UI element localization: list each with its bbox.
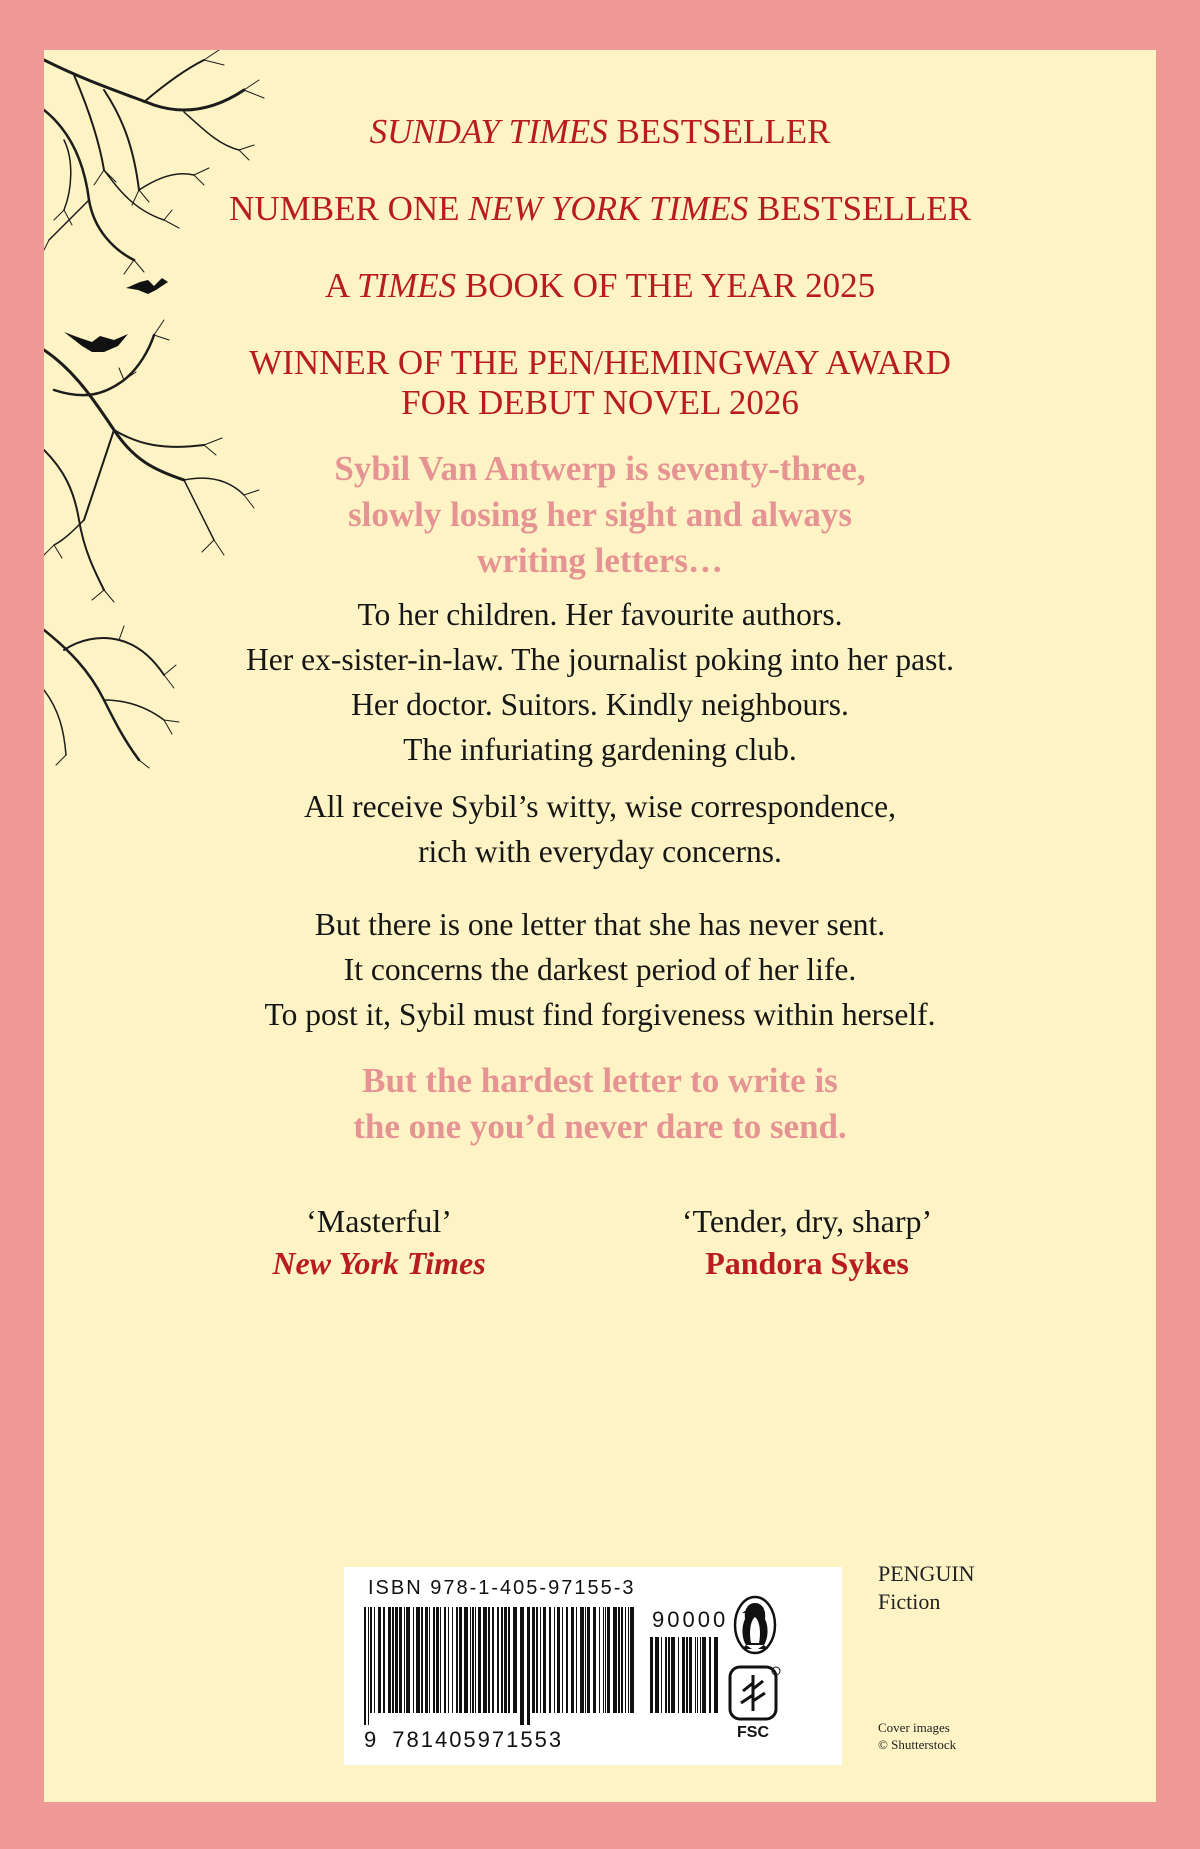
barcode-bar	[549, 1607, 551, 1713]
barcode-bar	[571, 1607, 574, 1713]
barcode-bar	[383, 1607, 385, 1713]
barcode-bar	[562, 1607, 563, 1713]
barcode-bar	[497, 1607, 499, 1713]
barcode-bar	[452, 1607, 453, 1713]
barcode-bar	[613, 1607, 617, 1713]
barcode-bar	[388, 1607, 391, 1713]
barcode-bar	[678, 1637, 679, 1713]
barcode-bar	[492, 1607, 494, 1713]
barcode-bar	[714, 1637, 718, 1713]
barcode-bar	[599, 1607, 600, 1713]
barcode-bar	[543, 1607, 546, 1713]
add-on-barcode-bars	[650, 1637, 720, 1743]
barcode-bar	[566, 1607, 568, 1713]
barcode-bar	[421, 1607, 423, 1713]
barcode-bar	[444, 1607, 446, 1713]
blurb-paragraph-3: But there is one letter that she has never sent. It concerns the darkest period of her life. To post it, Sybil must find forgiveness within herself.	[264, 907, 936, 1032]
ean-barcode-bars	[364, 1607, 634, 1725]
barcode-bar	[607, 1607, 610, 1713]
add-on-digits: 90000	[652, 1607, 729, 1632]
accolade-pen-hemingway: WINNER OF THE PEN/HEMINGWAY AWARD	[249, 343, 951, 382]
barcode-bar	[520, 1607, 524, 1725]
barcode-bar	[671, 1637, 675, 1713]
back-cover	[44, 50, 1156, 1802]
barcode-bar	[587, 1607, 590, 1713]
barcode-bar	[456, 1607, 458, 1713]
intro-heading: Sybil Van Antwerp is seventy-three, slowly losing her sight and always writing letters…	[334, 449, 866, 580]
barcode-bar	[576, 1607, 577, 1713]
barcode-bar	[630, 1607, 634, 1713]
barcode-bar	[695, 1637, 696, 1713]
barcode-bar	[527, 1607, 530, 1725]
barcode-bar	[554, 1607, 555, 1713]
barcode-bar	[478, 1607, 481, 1713]
barcode-bar	[504, 1607, 507, 1713]
accolade-times-book-of-year: A TIMES BOOK OF THE YEAR 2025	[324, 266, 876, 305]
barcode-bar	[532, 1607, 535, 1713]
barcode-bar	[557, 1607, 560, 1713]
barcode-bar	[682, 1637, 685, 1713]
barcode-bar	[416, 1607, 420, 1713]
closing-tagline: But the hardest letter to write is the one you’d never dare to send.	[353, 1061, 847, 1146]
barcode-bar	[464, 1607, 468, 1713]
barcode-bar	[433, 1607, 435, 1713]
barcode-bar	[488, 1607, 490, 1713]
barcode-bar	[540, 1607, 541, 1713]
cover-credit: Cover images © Shutterstock	[878, 1720, 957, 1752]
barcode-bar	[470, 1607, 471, 1713]
barcode-bar	[440, 1607, 441, 1713]
barcode-bar	[661, 1637, 662, 1713]
barcode-bar	[650, 1637, 653, 1713]
barcode-bar	[508, 1607, 510, 1713]
barcode-bar	[621, 1607, 623, 1713]
isbn-label: ISBN 978-1-405-97155-3	[368, 1577, 636, 1599]
barcode-bar	[475, 1607, 476, 1713]
barcode-bar	[655, 1637, 659, 1713]
accolade-sunday-times: SUNDAY TIMES BESTSELLER	[369, 112, 831, 151]
barcode-bar	[406, 1607, 410, 1713]
barcode-bar	[374, 1607, 375, 1713]
barcode-bar	[700, 1637, 701, 1713]
barcode-bar	[395, 1607, 398, 1713]
penguin-logo-icon	[732, 1595, 778, 1655]
fsc-logo-icon	[726, 1665, 782, 1743]
barcode-bar	[580, 1607, 584, 1713]
barcode-bar	[668, 1637, 670, 1713]
barcode-bar	[501, 1607, 503, 1713]
barcode-bar	[585, 1607, 586, 1713]
ean-digits: 9 781405971553	[364, 1727, 564, 1752]
barcode-bar	[425, 1607, 428, 1713]
barcode-bar	[448, 1607, 449, 1713]
barcode-bar	[392, 1607, 394, 1713]
accolade-debut-novel: FOR DEBUT NOVEL 2026	[401, 383, 799, 422]
svg-text:FSC: FSC	[737, 1724, 769, 1741]
barcode-bar	[618, 1607, 620, 1713]
blurb-paragraph-2: All receive Sybil’s witty, wise correspondence, rich with everyday concerns.	[304, 789, 896, 869]
barcode-bar	[368, 1607, 369, 1725]
barcode-bar	[429, 1607, 430, 1713]
barcode-bar	[472, 1607, 474, 1713]
barcode-bar	[364, 1607, 366, 1725]
barcode-bar	[628, 1607, 629, 1713]
barcode-bar	[709, 1637, 711, 1713]
barcode-bar	[665, 1637, 667, 1713]
barcode-bar	[702, 1637, 706, 1713]
barcode-bar	[605, 1607, 606, 1713]
accolade-new-york-times: NUMBER ONE NEW YORK TIMES BESTSELLER	[229, 189, 971, 228]
barcode-bar	[603, 1607, 604, 1713]
barcode-bar	[536, 1607, 538, 1713]
review-quote-1: ‘Masterful’ New York Times	[272, 1203, 486, 1281]
barcode-bar	[404, 1607, 405, 1713]
barcode-bar	[513, 1607, 517, 1713]
barcode-bar	[686, 1637, 688, 1713]
isbn-barcode	[344, 1567, 842, 1765]
barcode-bar	[689, 1637, 692, 1713]
barcode-bar	[459, 1607, 462, 1713]
barcode-bar	[436, 1607, 439, 1713]
barcode-bar	[378, 1607, 381, 1713]
barcode-bar	[370, 1607, 372, 1713]
imprint: PENGUIN Fiction	[878, 1561, 975, 1614]
barcode-bar	[697, 1637, 698, 1713]
accolades	[44, 112, 1156, 460]
barcode-bar	[483, 1607, 487, 1713]
barcode-bar	[593, 1607, 596, 1713]
barcode-bar	[399, 1607, 402, 1713]
barcode-bar	[625, 1607, 626, 1713]
blurb-paragraph-1: To her children. Her favourite authors. Her ex-sister-in-law. The journalist poking into her past. Her doctor. Suitors. Kindly neighbours. The infuriating gardening club.	[246, 597, 954, 767]
barcode-bar	[413, 1607, 414, 1713]
review-quote-2: ‘Tender, dry, sharp’ Pandora Sykes	[681, 1203, 933, 1281]
